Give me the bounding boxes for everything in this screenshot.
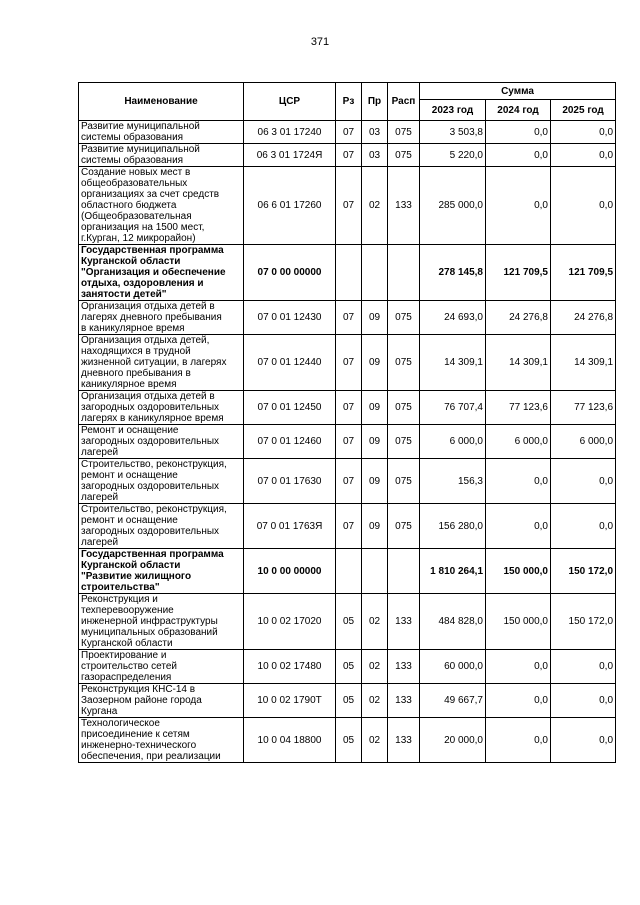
row-csr-cell: 07 0 00 00000 bbox=[244, 245, 336, 301]
row-rz-cell: 05 bbox=[336, 684, 362, 718]
row-amount-2023-cell: 156,3 bbox=[420, 459, 486, 504]
row-amount-2023-cell: 278 145,8 bbox=[420, 245, 486, 301]
row-name-cell: Строительство, реконструкция, ремонт и оснащение загородных оздоровительных лагерей bbox=[79, 504, 244, 549]
row-amount-2024-cell: 0,0 bbox=[486, 718, 551, 763]
row-amount-2023-cell: 60 000,0 bbox=[420, 650, 486, 684]
table-row bbox=[79, 167, 616, 245]
row-rasp-cell: 075 bbox=[388, 301, 420, 335]
row-csr-cell: 07 0 01 12450 bbox=[244, 391, 336, 425]
row-amount-2025-cell: 0,0 bbox=[551, 718, 616, 763]
row-pr-cell bbox=[362, 549, 388, 594]
row-amount-2024-cell: 24 276,8 bbox=[486, 301, 551, 335]
row-pr-cell: 02 bbox=[362, 167, 388, 245]
row-rasp-cell: 075 bbox=[388, 121, 420, 144]
row-rz-cell bbox=[336, 245, 362, 301]
row-pr-cell: 09 bbox=[362, 459, 388, 504]
header-name: Наименование bbox=[79, 83, 244, 121]
row-pr-cell bbox=[362, 245, 388, 301]
row-amount-2025-cell: 0,0 bbox=[551, 504, 616, 549]
row-rz-cell: 07 bbox=[336, 144, 362, 167]
row-pr-cell: 09 bbox=[362, 335, 388, 391]
row-csr-cell: 10 0 02 1790Т bbox=[244, 684, 336, 718]
table-row bbox=[79, 459, 616, 504]
row-rasp-cell: 075 bbox=[388, 335, 420, 391]
row-rz-cell: 07 bbox=[336, 425, 362, 459]
header-pr: Пр bbox=[362, 83, 388, 121]
row-csr-cell: 07 0 01 12440 bbox=[244, 335, 336, 391]
row-name-cell: Проектирование и строительство сетей газораспределения bbox=[79, 650, 244, 684]
row-amount-2025-cell: 6 000,0 bbox=[551, 425, 616, 459]
row-pr-cell: 02 bbox=[362, 650, 388, 684]
row-pr-cell: 02 bbox=[362, 594, 388, 650]
row-rz-cell: 07 bbox=[336, 459, 362, 504]
row-csr-cell: 07 0 01 12430 bbox=[244, 301, 336, 335]
header-2024: 2024 год bbox=[486, 100, 551, 121]
row-csr-cell: 10 0 04 18800 bbox=[244, 718, 336, 763]
table-row bbox=[79, 335, 616, 391]
row-rz-cell: 07 bbox=[336, 335, 362, 391]
row-amount-2024-cell: 0,0 bbox=[486, 459, 551, 504]
row-name-cell: Реконструкция и техперевооружение инженерной инфраструктуры муниципальных образований Курганской области bbox=[79, 594, 244, 650]
table-row bbox=[79, 650, 616, 684]
budget-table bbox=[78, 82, 616, 763]
row-name-cell: Развитие муниципальной системы образования bbox=[79, 121, 244, 144]
row-amount-2025-cell: 150 172,0 bbox=[551, 549, 616, 594]
row-rasp-cell: 075 bbox=[388, 144, 420, 167]
row-amount-2023-cell: 14 309,1 bbox=[420, 335, 486, 391]
table-row bbox=[79, 425, 616, 459]
row-csr-cell: 07 0 01 12460 bbox=[244, 425, 336, 459]
row-pr-cell: 02 bbox=[362, 684, 388, 718]
row-csr-cell: 07 0 01 1763Я bbox=[244, 504, 336, 549]
row-rz-cell: 07 bbox=[336, 391, 362, 425]
row-name-cell: Государственная программа Курганской области "Организация и обеспечение отдыха, оздоровления и занятости детей" bbox=[79, 245, 244, 301]
row-pr-cell: 09 bbox=[362, 301, 388, 335]
row-pr-cell: 03 bbox=[362, 144, 388, 167]
row-rz-cell: 05 bbox=[336, 594, 362, 650]
row-name-cell: Государственная программа Курганской области "Развитие жилищного строительства" bbox=[79, 549, 244, 594]
row-name-cell: Ремонт и оснащение загородных оздоровительных лагерей bbox=[79, 425, 244, 459]
row-rasp-cell: 133 bbox=[388, 684, 420, 718]
header-csr: ЦСР bbox=[244, 83, 336, 121]
row-amount-2023-cell: 156 280,0 bbox=[420, 504, 486, 549]
row-rz-cell: 05 bbox=[336, 650, 362, 684]
table-row bbox=[79, 391, 616, 425]
table-row bbox=[79, 504, 616, 549]
row-amount-2025-cell: 0,0 bbox=[551, 684, 616, 718]
row-amount-2025-cell: 0,0 bbox=[551, 144, 616, 167]
header-2023: 2023 год bbox=[420, 100, 486, 121]
row-csr-cell: 07 0 01 17630 bbox=[244, 459, 336, 504]
table-row bbox=[79, 301, 616, 335]
row-csr-cell: 10 0 02 17020 bbox=[244, 594, 336, 650]
row-rz-cell: 07 bbox=[336, 504, 362, 549]
row-rasp-cell: 075 bbox=[388, 504, 420, 549]
row-rasp-cell: 075 bbox=[388, 425, 420, 459]
row-amount-2024-cell: 6 000,0 bbox=[486, 425, 551, 459]
row-amount-2023-cell: 20 000,0 bbox=[420, 718, 486, 763]
row-rasp-cell: 133 bbox=[388, 167, 420, 245]
row-amount-2023-cell: 6 000,0 bbox=[420, 425, 486, 459]
header-rasp: Расп bbox=[388, 83, 420, 121]
row-amount-2024-cell: 0,0 bbox=[486, 121, 551, 144]
table-row bbox=[79, 684, 616, 718]
row-amount-2025-cell: 0,0 bbox=[551, 459, 616, 504]
row-amount-2025-cell: 121 709,5 bbox=[551, 245, 616, 301]
row-amount-2025-cell: 0,0 bbox=[551, 121, 616, 144]
row-name-cell: Строительство, реконструкция, ремонт и оснащение загородных оздоровительных лагерей bbox=[79, 459, 244, 504]
row-amount-2024-cell: 14 309,1 bbox=[486, 335, 551, 391]
row-amount-2024-cell: 0,0 bbox=[486, 504, 551, 549]
row-csr-cell: 06 3 01 17240 bbox=[244, 121, 336, 144]
header-rz: Рз bbox=[336, 83, 362, 121]
row-pr-cell: 09 bbox=[362, 425, 388, 459]
row-name-cell: Развитие муниципальной системы образования bbox=[79, 144, 244, 167]
row-rasp-cell: 075 bbox=[388, 459, 420, 504]
row-rz-cell: 07 bbox=[336, 167, 362, 245]
row-name-cell: Организация отдыха детей в загородных оздоровительных лагерях в каникулярное время bbox=[79, 391, 244, 425]
row-amount-2024-cell: 150 000,0 bbox=[486, 594, 551, 650]
row-amount-2024-cell: 0,0 bbox=[486, 684, 551, 718]
table-row bbox=[79, 121, 616, 144]
row-rz-cell bbox=[336, 549, 362, 594]
row-amount-2024-cell: 121 709,5 bbox=[486, 245, 551, 301]
row-csr-cell: 10 0 00 00000 bbox=[244, 549, 336, 594]
row-rasp-cell: 075 bbox=[388, 391, 420, 425]
row-rasp-cell: 133 bbox=[388, 650, 420, 684]
row-csr-cell: 10 0 02 17480 bbox=[244, 650, 336, 684]
row-name-cell: Организация отдыха детей в лагерях дневного пребывания в каникулярное время bbox=[79, 301, 244, 335]
table-row bbox=[79, 594, 616, 650]
row-rasp-cell bbox=[388, 549, 420, 594]
table-row bbox=[79, 144, 616, 167]
row-amount-2024-cell: 150 000,0 bbox=[486, 549, 551, 594]
row-amount-2023-cell: 1 810 264,1 bbox=[420, 549, 486, 594]
row-rz-cell: 05 bbox=[336, 718, 362, 763]
row-amount-2025-cell: 14 309,1 bbox=[551, 335, 616, 391]
row-pr-cell: 09 bbox=[362, 391, 388, 425]
row-amount-2025-cell: 77 123,6 bbox=[551, 391, 616, 425]
row-rz-cell: 07 bbox=[336, 121, 362, 144]
row-amount-2024-cell: 0,0 bbox=[486, 144, 551, 167]
row-amount-2024-cell: 77 123,6 bbox=[486, 391, 551, 425]
row-csr-cell: 06 6 01 17260 bbox=[244, 167, 336, 245]
row-amount-2023-cell: 5 220,0 bbox=[420, 144, 486, 167]
table-row bbox=[79, 718, 616, 763]
row-pr-cell: 09 bbox=[362, 504, 388, 549]
row-amount-2023-cell: 24 693,0 bbox=[420, 301, 486, 335]
row-rasp-cell: 133 bbox=[388, 594, 420, 650]
header-2025: 2025 год bbox=[551, 100, 616, 121]
row-amount-2023-cell: 484 828,0 bbox=[420, 594, 486, 650]
row-rasp-cell: 133 bbox=[388, 718, 420, 763]
table-body bbox=[79, 121, 616, 763]
row-amount-2025-cell: 150 172,0 bbox=[551, 594, 616, 650]
header-sum: Сумма bbox=[420, 83, 616, 100]
row-amount-2024-cell: 0,0 bbox=[486, 167, 551, 245]
row-csr-cell: 06 3 01 1724Я bbox=[244, 144, 336, 167]
row-amount-2025-cell: 0,0 bbox=[551, 167, 616, 245]
row-amount-2025-cell: 24 276,8 bbox=[551, 301, 616, 335]
row-pr-cell: 02 bbox=[362, 718, 388, 763]
row-pr-cell: 03 bbox=[362, 121, 388, 144]
row-name-cell: Реконструкция КНС-14 в Заозерном районе города Кургана bbox=[79, 684, 244, 718]
row-amount-2023-cell: 49 667,7 bbox=[420, 684, 486, 718]
row-amount-2024-cell: 0,0 bbox=[486, 650, 551, 684]
row-amount-2023-cell: 76 707,4 bbox=[420, 391, 486, 425]
program-row bbox=[79, 549, 616, 594]
program-row bbox=[79, 245, 616, 301]
row-rasp-cell bbox=[388, 245, 420, 301]
row-amount-2023-cell: 3 503,8 bbox=[420, 121, 486, 144]
row-name-cell: Организация отдыха детей, находящихся в трудной жизненной ситуации, в лагерях дневного пребывания в каникулярное время bbox=[79, 335, 244, 391]
row-amount-2025-cell: 0,0 bbox=[551, 650, 616, 684]
row-name-cell: Технологическое присоединение к сетям инженерно-технического обеспечения, при реализации bbox=[79, 718, 244, 763]
row-name-cell: Создание новых мест в общеобразовательных организациях за счет средств областного бюджета (Общеобразовательная организация на 1500 мест, г.Курган, 12 микрорайон) bbox=[79, 167, 244, 245]
page-number: 371 bbox=[310, 36, 330, 48]
row-amount-2023-cell: 285 000,0 bbox=[420, 167, 486, 245]
row-rz-cell: 07 bbox=[336, 301, 362, 335]
